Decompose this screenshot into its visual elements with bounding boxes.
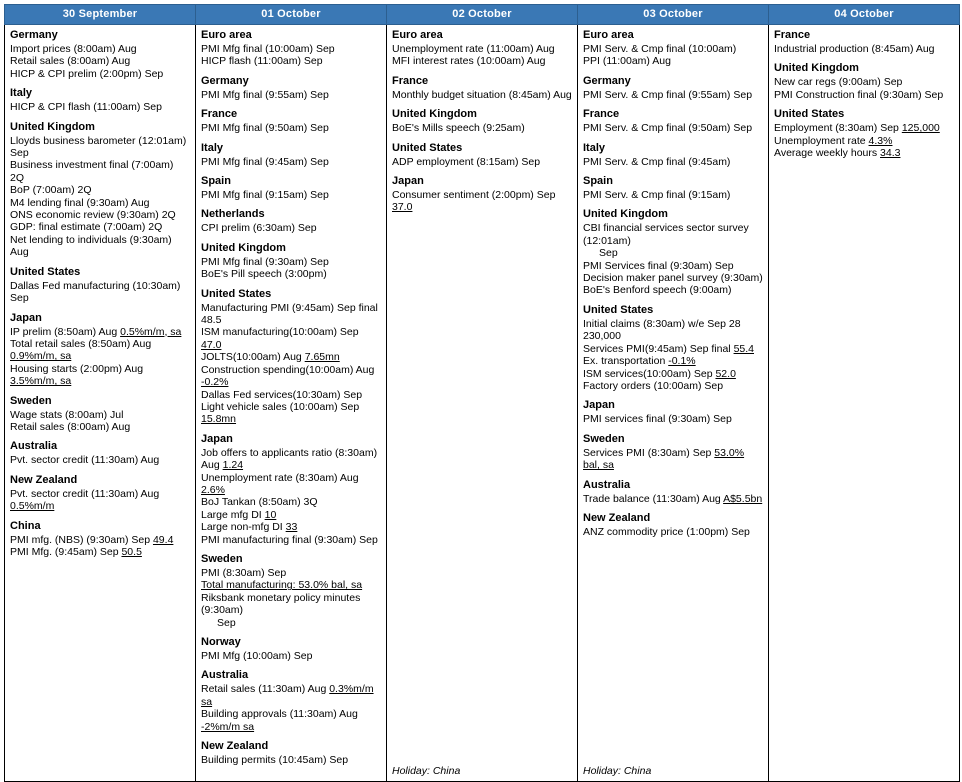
event-value: 49.4 bbox=[152, 533, 174, 546]
event-line: New car regs (9:00am) Sep bbox=[774, 76, 903, 89]
country-block bbox=[10, 121, 190, 259]
country-block bbox=[583, 304, 763, 392]
event-line: CPI prelim (6:30am) Sep bbox=[201, 222, 317, 235]
country-name: Euro area bbox=[392, 29, 443, 41]
events-list-1 bbox=[201, 29, 381, 773]
country-name: Germany bbox=[583, 74, 631, 87]
country-block bbox=[392, 108, 572, 134]
event-line: GDP: final estimate (7:00am) 2Q bbox=[10, 221, 163, 234]
event-line: Consumer sentiment (2:00pm) Sep 37.0 bbox=[392, 189, 556, 214]
country-block bbox=[10, 266, 190, 305]
event-line: M4 lending final (9:30am) Aug bbox=[10, 196, 150, 209]
day-cell-0 bbox=[5, 25, 196, 782]
economic-calendar-table bbox=[4, 4, 960, 782]
country-block bbox=[774, 108, 954, 159]
day-header-2: 02 October bbox=[387, 5, 578, 25]
event-value: 0.9%m/m, sa bbox=[10, 350, 72, 363]
event-value: 2.6% bbox=[201, 483, 225, 496]
country-name: France bbox=[583, 108, 620, 121]
country-block bbox=[201, 636, 381, 662]
event-line: JOLTS(10:00am) Aug 7.65mn bbox=[201, 351, 340, 364]
event-line: Net lending to individuals (9:30am) Aug bbox=[10, 233, 172, 259]
event-line: Job offers to applicants ratio (8:30am) Aug 1.24 bbox=[201, 446, 378, 472]
day-header-1: 01 October bbox=[196, 5, 387, 25]
country-name: New Zealand bbox=[583, 511, 651, 524]
event-line: ADP employment (8:15am) Sep bbox=[392, 155, 541, 168]
event-line: Dallas Fed services(10:30am) Sep bbox=[201, 388, 363, 401]
country-name: United Kingdom bbox=[10, 120, 95, 133]
calendar-header-row bbox=[5, 5, 960, 25]
country-name: Spain bbox=[583, 175, 613, 188]
country-block bbox=[774, 29, 954, 55]
country-name: Sweden bbox=[583, 432, 625, 445]
event-line: Large non-mfg DI 33 bbox=[201, 521, 298, 534]
country-block bbox=[10, 29, 190, 80]
event-value: 52.0 bbox=[715, 367, 736, 380]
events-list-2 bbox=[392, 29, 572, 761]
event-line: BoP (7:00am) 2Q bbox=[10, 184, 92, 197]
event-line: ANZ commodity price (1:00pm) Sep bbox=[583, 525, 750, 538]
country-name: United States bbox=[774, 108, 845, 121]
event-line: Industrial production (8:45am) Aug bbox=[774, 43, 935, 55]
event-line: Decision maker panel survey (9:30am) bbox=[583, 272, 763, 285]
event-line: Building approvals (11:30am) Aug -2%m/m sa bbox=[201, 708, 358, 733]
holiday-note-0 bbox=[10, 773, 190, 777]
event-value: 1.24 bbox=[222, 459, 244, 472]
event-value: 3.5%m/m, sa bbox=[10, 375, 72, 388]
country-name: Japan bbox=[583, 399, 615, 412]
event-line: Housing starts (2:00pm) Aug 3.5%m/m, sa bbox=[10, 362, 144, 388]
country-name: Germany bbox=[201, 74, 249, 87]
country-name: Italy bbox=[201, 141, 224, 154]
event-line: PMI Mfg final (10:00am) Sep bbox=[201, 43, 335, 55]
country-name: Australia bbox=[10, 440, 58, 453]
day-header-3: 03 October bbox=[578, 5, 769, 25]
event-value: 15.8mn bbox=[201, 413, 237, 426]
event-value: 33 bbox=[285, 521, 298, 534]
event-value: 47.0 bbox=[201, 338, 222, 351]
event-value: -0.2% bbox=[201, 376, 229, 389]
event-line: PMI Mfg final (9:55am) Sep bbox=[201, 88, 329, 101]
event-line: Pvt. sector credit (11:30am) Aug bbox=[10, 454, 160, 467]
country-block bbox=[392, 75, 572, 101]
event-line: Employment (8:30am) Sep 125,000 bbox=[774, 122, 940, 135]
event-line: Sep bbox=[217, 616, 236, 629]
event-line: Riksbank monetary policy minutes (9:30am) bbox=[201, 591, 361, 617]
country-name: United States bbox=[583, 303, 654, 316]
event-line: Monthly budget situation (8:45am) Aug bbox=[392, 88, 572, 101]
event-line: BoE's Pill speech (3:00pm) bbox=[201, 268, 327, 281]
country-name: Australia bbox=[201, 669, 249, 682]
country-name: United States bbox=[392, 141, 463, 154]
country-name: Euro area bbox=[201, 29, 252, 41]
country-block bbox=[201, 433, 381, 546]
country-name: Australia bbox=[583, 478, 631, 491]
event-line: PMI Serv. & Cmp final (10:00am) bbox=[583, 43, 737, 55]
country-block bbox=[10, 87, 190, 113]
event-value: 37.0 bbox=[392, 201, 413, 214]
event-value: 55.4 bbox=[733, 342, 754, 355]
country-block bbox=[583, 433, 763, 472]
event-value: 0.3%m/m sa bbox=[201, 683, 374, 708]
country-block bbox=[201, 175, 381, 201]
event-line: PMI services final (9:30am) Sep bbox=[583, 413, 732, 426]
event-line: BoE's Mills speech (9:25am) bbox=[392, 122, 525, 135]
event-line: Trade balance (11:30am) Aug A$5.5bn bbox=[583, 492, 763, 505]
country-block bbox=[583, 399, 763, 425]
country-name: Sweden bbox=[10, 394, 52, 407]
events-list-3 bbox=[583, 29, 763, 761]
event-value: 125,000 bbox=[901, 122, 940, 135]
event-line: Average weekly hours 34.3 bbox=[774, 147, 901, 160]
event-line: HICP & CPI prelim (2:00pm) Sep bbox=[10, 67, 164, 80]
events-list-0 bbox=[10, 29, 190, 773]
event-line: BoE's Benford speech (9:00am) bbox=[583, 284, 732, 297]
country-name: United Kingdom bbox=[201, 241, 286, 254]
country-name: New Zealand bbox=[201, 740, 269, 753]
country-block bbox=[201, 142, 381, 168]
event-value: 34.3 bbox=[880, 147, 901, 160]
country-name: New Zealand bbox=[10, 473, 78, 486]
country-block bbox=[10, 440, 190, 466]
country-name: Japan bbox=[201, 432, 233, 445]
event-line: Total manufacturing: 53.0% bal, sa bbox=[201, 579, 363, 592]
event-line: Factory orders (10:00am) Sep bbox=[583, 379, 724, 392]
event-line: Manufacturing PMI (9:45am) Sep final 48.5 bbox=[201, 301, 378, 327]
event-line: PMI Mfg final (9:15am) Sep bbox=[201, 189, 329, 202]
country-name: United Kingdom bbox=[774, 62, 859, 75]
event-line: Retail sales (11:30am) Aug 0.3%m/m sa bbox=[201, 683, 374, 708]
event-value: 53.0% bal, sa bbox=[583, 446, 745, 472]
calendar-body-row bbox=[5, 25, 960, 782]
country-name: United States bbox=[201, 287, 272, 300]
country-block bbox=[201, 669, 381, 733]
country-block bbox=[392, 29, 572, 68]
event-line: PPI (11:00am) Aug bbox=[583, 55, 671, 68]
country-name: Japan bbox=[10, 311, 42, 324]
event-line: PMI Serv. & Cmp final (9:45am) bbox=[583, 155, 731, 168]
event-line: Import prices (8:00am) Aug bbox=[10, 43, 137, 55]
country-name: Germany bbox=[10, 29, 58, 41]
country-block bbox=[201, 75, 381, 101]
day-cell-4 bbox=[769, 25, 960, 782]
holiday-note-1 bbox=[201, 773, 381, 777]
event-line: Services PMI(9:45am) Sep final 55.4 bbox=[583, 342, 754, 355]
event-line: PMI Construction final (9:30am) Sep bbox=[774, 88, 944, 101]
country-block bbox=[583, 142, 763, 168]
event-value: 10 bbox=[264, 508, 277, 521]
country-block bbox=[583, 175, 763, 201]
country-name: United Kingdom bbox=[583, 208, 668, 221]
country-name: Italy bbox=[583, 141, 606, 154]
country-block bbox=[583, 512, 763, 538]
event-line: CBI financial services sector survey (12:01am) bbox=[583, 222, 749, 247]
event-value: 7.65mn bbox=[304, 351, 340, 364]
event-line: HICP flash (11:00am) Sep bbox=[201, 55, 323, 68]
country-block bbox=[201, 108, 381, 134]
country-block bbox=[583, 208, 763, 296]
event-line: Services PMI (8:30am) Sep 53.0% bal, sa bbox=[583, 446, 745, 472]
country-block bbox=[392, 175, 572, 214]
country-block bbox=[201, 740, 381, 766]
country-block bbox=[583, 108, 763, 134]
country-block bbox=[201, 288, 381, 426]
event-line: Retail sales (8:00am) Aug bbox=[10, 55, 131, 68]
country-block bbox=[201, 208, 381, 234]
country-block bbox=[10, 520, 190, 559]
day-cell-3 bbox=[578, 25, 769, 782]
event-line: MFI interest rates (10:00am) Aug bbox=[392, 55, 546, 68]
event-line: PMI Services final (9:30am) Sep bbox=[583, 259, 734, 272]
country-name: United Kingdom bbox=[392, 108, 477, 121]
event-value: 50.5 bbox=[121, 545, 142, 558]
country-name: Norway bbox=[201, 636, 241, 648]
country-name: Sweden bbox=[201, 552, 243, 565]
country-name: Spain bbox=[201, 175, 231, 188]
event-line: Total retail sales (8:50am) Aug 0.9%m/m, sa bbox=[10, 337, 152, 363]
event-line: PMI Mfg final (9:45am) Sep bbox=[201, 155, 329, 168]
country-block bbox=[583, 29, 763, 68]
event-line: Dallas Fed manufacturing (10:30am) Sep bbox=[10, 279, 181, 305]
event-line: Light vehicle sales (10:00am) Sep 15.8mn bbox=[201, 400, 360, 426]
event-line: PMI Mfg. (9:45am) Sep 50.5 bbox=[10, 545, 142, 558]
country-name: Netherlands bbox=[201, 208, 265, 221]
event-line: Wage stats (8:00am) Jul bbox=[10, 408, 124, 421]
event-line: Initial claims (8:30am) w/e Sep 28 230,000 bbox=[583, 317, 741, 343]
event-line: HICP & CPI flash (11:00am) Sep bbox=[10, 101, 162, 114]
country-block bbox=[201, 242, 381, 281]
country-name: France bbox=[201, 108, 238, 121]
event-line: Retail sales (8:00am) Aug bbox=[10, 420, 131, 433]
country-name: France bbox=[774, 29, 811, 41]
country-block bbox=[10, 312, 190, 388]
country-block bbox=[583, 479, 763, 505]
country-name: United States bbox=[10, 265, 81, 278]
event-value: 0.5%m/m, sa bbox=[120, 325, 182, 338]
event-line: PMI Serv. & Cmp final (9:55am) Sep bbox=[583, 88, 753, 101]
event-line: Construction spending(10:00am) Aug -0.2% bbox=[201, 363, 375, 389]
country-block bbox=[10, 395, 190, 434]
event-line: ISM services(10:00am) Sep 52.0 bbox=[583, 367, 736, 380]
country-block bbox=[392, 142, 572, 168]
country-name: France bbox=[392, 74, 429, 87]
event-value: A$5.5bn bbox=[723, 492, 763, 505]
event-value: -0.1% bbox=[668, 355, 696, 368]
country-block bbox=[10, 474, 190, 513]
event-line: Unemployment rate (11:00am) Aug bbox=[392, 43, 555, 55]
event-line: ISM manufacturing(10:00am) Sep 47.0 bbox=[201, 326, 359, 351]
day-cell-2 bbox=[387, 25, 578, 782]
country-block bbox=[201, 29, 381, 68]
event-line: Ex. transportation -0.1% bbox=[583, 355, 696, 368]
event-line: Large mfg DI 10 bbox=[201, 508, 277, 521]
event-line: PMI manufacturing final (9:30am) Sep bbox=[201, 533, 378, 546]
event-line: Business investment final (7:00am) 2Q bbox=[10, 159, 174, 184]
holiday-note-3: Holiday: China bbox=[583, 765, 652, 778]
country-block bbox=[583, 75, 763, 101]
day-header-0: 30 September bbox=[5, 5, 196, 25]
event-line: PMI (8:30am) Sep bbox=[201, 566, 287, 579]
holiday-note-2: Holiday: China bbox=[392, 765, 461, 778]
event-line: Sep bbox=[599, 247, 618, 260]
event-line: ONS economic review (9:30am) 2Q bbox=[10, 209, 176, 222]
event-line: PMI Serv. & Cmp final (9:15am) bbox=[583, 189, 731, 202]
event-value: 4.3% bbox=[868, 134, 893, 147]
event-value: 0.5%m/m bbox=[10, 500, 55, 513]
event-line: BoJ Tankan (8:50am) 3Q bbox=[201, 496, 318, 509]
event-line: Unemployment rate (8:30am) Aug 2.6% bbox=[201, 471, 359, 496]
country-name: Euro area bbox=[583, 29, 634, 41]
event-value: -2%m/m sa bbox=[201, 720, 255, 733]
day-header-4: 04 October bbox=[769, 5, 960, 25]
holiday-note-4 bbox=[774, 773, 954, 777]
event-line: Building permits (10:45am) Sep bbox=[201, 754, 349, 767]
country-block bbox=[201, 553, 381, 629]
event-line: PMI mfg. (NBS) (9:30am) Sep 49.4 bbox=[10, 533, 174, 546]
event-line: PMI Mfg final (9:50am) Sep bbox=[201, 122, 329, 135]
event-line: PMI Mfg final (9:30am) Sep bbox=[201, 255, 329, 268]
day-cell-1 bbox=[196, 25, 387, 782]
events-list-4 bbox=[774, 29, 954, 773]
event-line: IP prelim (8:50am) Aug 0.5%m/m, sa bbox=[10, 325, 182, 338]
event-line: Lloyds business barometer (12:01am) Sep bbox=[10, 134, 187, 160]
country-name: China bbox=[10, 519, 41, 532]
country-name: Japan bbox=[392, 175, 424, 188]
country-name: Italy bbox=[10, 87, 33, 100]
event-line: PMI Serv. & Cmp final (9:50am) Sep bbox=[583, 122, 753, 135]
event-line: PMI Mfg (10:00am) Sep bbox=[201, 650, 313, 662]
event-line: Unemployment rate 4.3% bbox=[774, 134, 893, 147]
country-block bbox=[774, 62, 954, 101]
event-line: Pvt. sector credit (11:30am) Aug 0.5%m/m bbox=[10, 487, 160, 513]
